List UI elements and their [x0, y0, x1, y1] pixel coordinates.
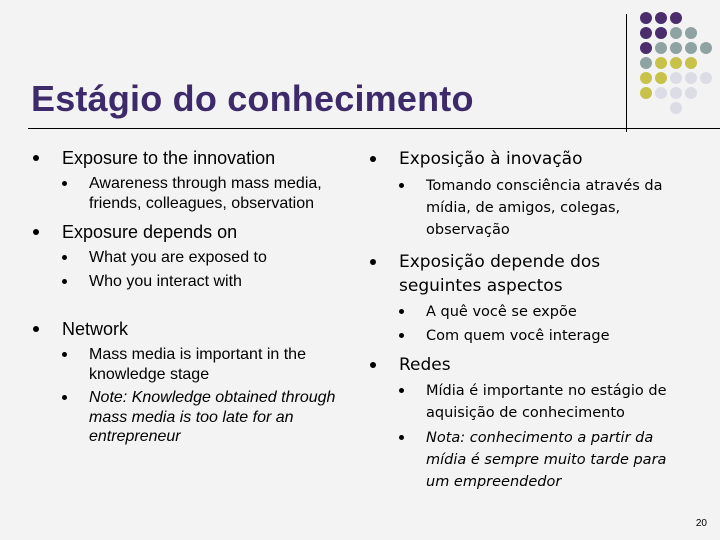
- bullet-level1: [33, 147, 345, 169]
- decorative-dot: [685, 72, 697, 84]
- decorative-dot: [685, 57, 697, 69]
- decorative-dot: [655, 72, 667, 84]
- bullet-text: What you are exposed to: [89, 249, 267, 266]
- decorative-dot: [700, 72, 712, 84]
- bullet-level1: [33, 318, 345, 340]
- bullet-dot-icon: [399, 183, 404, 188]
- bullet-group: [33, 221, 345, 291]
- decorative-dot: [670, 12, 682, 24]
- bullet-dot-icon: [62, 279, 67, 284]
- bullet-text: A quê você se expõe: [426, 304, 577, 320]
- bullet-level2: [33, 248, 345, 268]
- slide-title: Estágio do conhecimento: [31, 78, 474, 119]
- bullet-dot-icon: [370, 362, 376, 368]
- decorative-dot: [655, 27, 667, 39]
- bullet-group: [370, 147, 680, 241]
- decorative-dot: [670, 72, 682, 84]
- bullet-text: Note: Knowledge obtained through mass media is too late for an entrepreneur: [89, 389, 336, 445]
- decorative-dot: [685, 87, 697, 99]
- decorative-dot: [655, 57, 667, 69]
- decorative-dot: [640, 42, 652, 54]
- decorative-dot: [685, 42, 697, 54]
- title-underline: [28, 128, 720, 129]
- bullet-group: [33, 147, 345, 213]
- bullet-dot-icon: [399, 333, 404, 338]
- bullet-dot-icon: [62, 395, 67, 400]
- bullet-text: Tomando consciência através da mídia, de amigos, colegas, observação: [426, 178, 663, 238]
- bullet-dot-icon: [399, 435, 404, 440]
- bullet-dot-icon: [62, 352, 67, 357]
- bullet-level2: [370, 301, 680, 323]
- decorative-dot: [670, 42, 682, 54]
- bullet-group: [370, 250, 680, 347]
- bullet-level1: [370, 250, 680, 298]
- decorative-dot: [670, 57, 682, 69]
- bullet-group: [370, 353, 680, 493]
- bullet-dot-icon: [33, 155, 39, 161]
- bullet-dot-icon: [62, 181, 67, 186]
- bullet-level2: [370, 380, 680, 424]
- bullet-level2: [33, 345, 345, 384]
- bullet-text: Redes: [399, 355, 451, 375]
- bullet-level2: [370, 175, 680, 241]
- bullet-level1: [33, 221, 345, 243]
- bullet-text: Exposição à inovação: [399, 149, 583, 169]
- bullet-text: Com quem você interage: [426, 328, 610, 344]
- bullet-text: Exposição depende dos seguintes aspectos: [399, 252, 601, 296]
- bullet-text: Who you interact with: [89, 272, 242, 290]
- decorative-dot: [640, 87, 652, 99]
- bullet-dot-icon: [399, 388, 404, 393]
- decorative-dot: [640, 27, 652, 39]
- bullet-level2: [370, 427, 680, 493]
- bullet-text: Mass media is important in the knowledge stage: [89, 346, 306, 383]
- bullet-level2: [33, 272, 345, 292]
- bullet-group: [33, 318, 345, 447]
- bullet-text: Mídia é importante no estágio de aquisição de conhecimento: [426, 383, 667, 421]
- bullet-level2: [33, 174, 345, 213]
- decorative-dot: [670, 102, 682, 114]
- bullet-dot-icon: [33, 326, 39, 332]
- bullet-text: Network: [62, 319, 129, 339]
- decorative-dot: [655, 87, 667, 99]
- right-column: [370, 147, 680, 493]
- bullet-text: Awareness through mass media, friends, colleagues, observation: [89, 175, 322, 212]
- bullet-dot-icon: [399, 309, 404, 314]
- decorative-dot-grid: [640, 12, 720, 120]
- decorative-dot: [640, 57, 652, 69]
- bullet-level2: [370, 325, 680, 347]
- vertical-divider: [626, 14, 627, 132]
- bullet-dot-icon: [370, 156, 376, 162]
- decorative-dot: [640, 12, 652, 24]
- bullet-text: Exposure to the innovation: [62, 148, 276, 168]
- bullet-level2: [33, 388, 345, 447]
- decorative-dot: [670, 87, 682, 99]
- bullet-text: Nota: conhecimento a partir da mídia é sempre muito tarde para um empreendedor: [426, 430, 667, 490]
- bullet-dot-icon: [370, 259, 376, 265]
- bullet-dot-icon: [62, 255, 67, 260]
- left-column: [33, 147, 345, 447]
- decorative-dot: [670, 27, 682, 39]
- page-number: 20: [695, 518, 707, 529]
- decorative-dot: [700, 42, 712, 54]
- decorative-dot: [655, 12, 667, 24]
- decorative-dot: [640, 72, 652, 84]
- decorative-dot: [655, 42, 667, 54]
- bullet-text: Exposure depends on: [62, 222, 238, 242]
- decorative-dot: [685, 27, 697, 39]
- bullet-dot-icon: [33, 229, 39, 235]
- bullet-level1: [370, 353, 680, 377]
- bullet-level1: [370, 147, 680, 171]
